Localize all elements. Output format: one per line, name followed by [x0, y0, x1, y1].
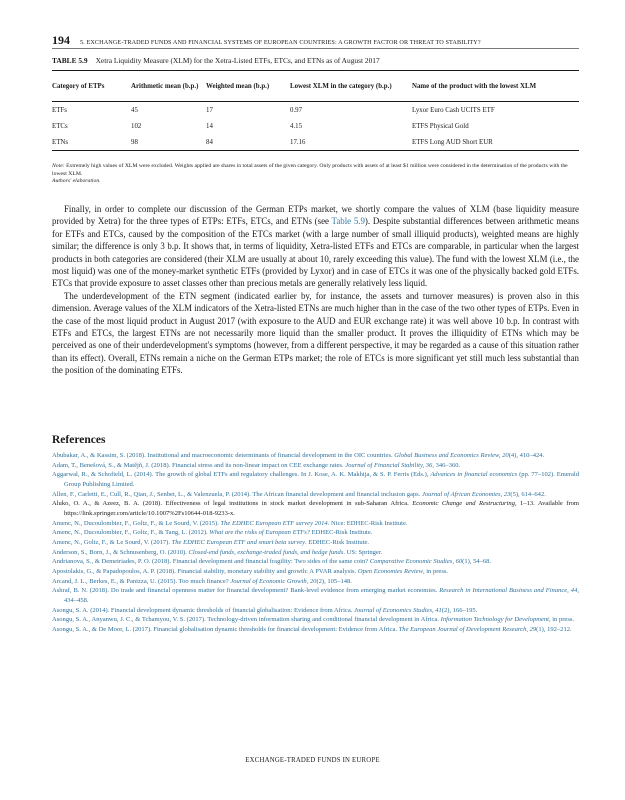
running-head-title: 5. EXCHANGE-TRADED FUNDS AND FINANCIAL SYSTEMS OF EUROPEAN COUNTRIES: A GROWTH FACTOR OR THREAT TO STABILITY?	[80, 39, 481, 46]
header-rule	[52, 48, 579, 49]
reference-item[interactable]: Amenc, N., Ducoulombier, F., Goltz, F., & Le Sourd, V. (2015). The EDHEC European ETF survey 2014. Nice: EDHEC-Risk Institute.	[52, 519, 408, 527]
reference-item[interactable]: Arcand, J. L., Berkes, E., & Panizza, U. (2015). Too much finance? Journal of Economic Growth, 20(2), 105–148.	[52, 577, 352, 585]
table-note	[52, 162, 579, 178]
table-row	[52, 134, 579, 150]
table-row	[52, 102, 579, 118]
reference-item[interactable]: Apostolakis, G., & Papadopoulos, A. P. (2018). Financial stability, monetary stability and growth: A PVAR analysis. Open Economies Review, in press.	[52, 567, 449, 575]
paragraph: The underdevelopment of the ETN segment (indicated earlier by, for instance, the assets and turnover measures) is proven also in this dimension. Average values of the XLM indicators of the Xetra-listed ETNs are much higher than in the case of the two other types of ETPs. Even in the case of the most liquid product in August 2017 (with exposure to the AUD and EUR exchange rate) it was well above 10 b.p. In contrast with ETFs and ETCs, the largest ETNs are not necessarily more liquid than the smaller product. It proves the illiquidity of ETNs which may be perceived as one of their underdevelopment's symptoms (however, from a different perspective, it may be regarded as a cause of this situation rather than its effect). Overall, ETNs remain a niche on the German ETPs market; the role of ETCs is more significant yet still much less substantial than the position of the dominating ETFs.	[52, 290, 579, 376]
reference-item[interactable]: Asongu, S. A., Anyanwu, J. C., & Tchamyou, V. S. (2017). Technology-driven information sharing and conditional financial development in Africa. Information Technology for Development, in press.	[52, 616, 575, 624]
table-title: Xetra Liquidity Measure (XLM) for the Xetra-Listed ETFs, ETCs, and ETNs as of August 2017	[95, 56, 380, 65]
table-number: TABLE 5.9	[52, 56, 88, 65]
table-source: Authors' elaboration.	[52, 178, 101, 184]
reference-item[interactable]: Adam, T., Benešová, S., & Matějň, J. (2018). Financial stress and its non-linear impact on CEE exchange rates. Journal of Financial Stability, 36, 346–360.	[52, 461, 461, 469]
column-header: Lowest XLM in the category (b.p.)	[290, 82, 392, 90]
xlm-table	[52, 70, 579, 151]
table-cell: 17	[206, 106, 213, 114]
reference-item[interactable]: Anderson, S., Born, J., & Schnusenberg, O. (2010). Closed-end funds, exchange-traded funds, and hedge funds. US: Springer.	[52, 548, 383, 556]
page-number: 194	[52, 33, 70, 47]
table-cell: ETNs	[52, 138, 69, 146]
references-heading: References	[52, 434, 106, 446]
column-header: Name of the product with the lowest XLM	[412, 82, 537, 90]
table-cross-reference-link[interactable]: Table 5.9	[331, 216, 365, 227]
table-cell: 84	[206, 138, 213, 146]
table-cell: 14	[206, 122, 213, 130]
reference-item[interactable]: Asongu, S. A., & De Moor, L. (2017). Financial globalisation dynamic thresholds for financial development: Evidence from Africa. The European Journal of Development Research, 29(1), 192–212.	[52, 625, 572, 633]
reference-item[interactable]: Asongu, S. A. (2014). Financial development dynamic thresholds of financial globalisation: Evidence from Africa. Journal of Economics Studies, 41(2), 166–195.	[52, 606, 478, 614]
table-caption	[52, 56, 380, 65]
table-cell: 4.15	[290, 122, 303, 130]
paragraph-text: Finally, in order to complete our discussion of the German ETPs market, we shortly compare the values of XLM (base liquidity measure provided by Xetra) for the three types of ETPs: ETFs, ETCs, and ETNs (see	[52, 204, 579, 227]
paragraph-text: ). Despite substantial differences between arithmetic means for ETFs and ETCs, caused by the composition of the ETCs market (with a large number of small illiquid products), weighted means are highly similar; the difference is only 3 b.p. It shows that, in terms of liquidity, Xetra-listed ETFs and ETCs are comparable, in particular when the largest products in both categories are considered (their XLM are usually at about 10, rarely exceeding this value). The fund with the lowest XLM (i.e., the most liquid) was one of the money-market synthetic ETFs (provided by Lyxor) and in case of ETCs it was one of the physically backed gold ETFs. ETCs that provide exposure to asset classes other than precious metals are generally relatively less liquid.	[52, 216, 579, 289]
table-cell: 0.97	[290, 106, 303, 114]
reference-item[interactable]: Abubakar, A., & Kassim, S. (2018). Institutional and macroeconomic determinants of financial development in the OIC countries. Global Business and Economics Review, 20(4), 410–424.	[52, 452, 545, 459]
column-header: Weighted mean (b.p.)	[206, 82, 270, 90]
reference-item[interactable]: Amenc, N., Goltz, F., & Le Sourd, V. (2017). The EDHEC European ETF and smart beta survey. EDHEC-Risk Institute.	[52, 538, 370, 546]
reference-item[interactable]: Amenc, N., Ducoulombier, F., Goltz, F., & Tang, L. (2012). What are the risks of European ETFs? EDHEC-Risk Institute.	[52, 529, 373, 537]
reference-item[interactable]: Ashraf, B. N. (2018). Do trade and financial openness matter for financial development? Bank-level evidence from emerging market economies. Research in International Business and Finance, 44, 434–458.	[52, 587, 579, 604]
table-cell: Lyxor Euro Cash UCITS ETF	[412, 106, 495, 114]
table-rule-bottom	[52, 150, 579, 151]
running-header	[52, 33, 582, 48]
table-cell: ETFS Long AUD Short EUR	[412, 138, 493, 146]
table-cell: 102	[131, 122, 142, 130]
table-cell: 45	[131, 106, 138, 114]
reference-item[interactable]: Aggarwal, R., & Schofield, L. (2014). The growth of global ETFs and regulatory challenges. In J. Kose, A. K. Makhija, & S. P. Ferris (Eds.), Advances in financial economics (pp. 77–102). Emerald Group Publishing Limited.	[52, 471, 579, 488]
table-cell: 17.16	[290, 138, 306, 146]
table-row	[52, 118, 579, 134]
reference-item: Aluko, O. A., & Azeez, B. A. (2018). Effectiveness of legal institutions in stock market development in sub-Saharan Africa. Economic Change and Restructuring, 1–13. Available from https://link.springer.com/article/10.1007%2Fs10644-018-9233-x.	[52, 500, 580, 517]
reference-item[interactable]: Andrianova, S., & Demetriades, P. O. (2018). Financial development and financial fragility: Two sides of the same coin? Comparative Economic Studies, 60(1), 54–68.	[52, 558, 492, 566]
reference-item[interactable]: Allen, F., Carletti, E., Cull, R., Qian, J., Senbet, L., & Valenzuela, P. (2014). The African financial development and financial inclusion gaps. Journal of African Economies, 23(5), 614–642.	[52, 490, 546, 498]
table-cell: ETFS Physical Gold	[412, 122, 469, 130]
table-header-row	[52, 71, 579, 101]
table-cell: ETCs	[52, 122, 68, 130]
column-header: Category of ETPs	[52, 82, 105, 90]
table-cell: 98	[131, 138, 138, 146]
table-cell: ETFs	[52, 106, 67, 114]
table-note-text: Extremely high values of XLM were excluded. Weights applied are shares in total assets of the given category. Only products with assets of at least $1 million were considered in the determination of the products with the lowest XLM.	[52, 163, 568, 177]
column-header: Arithmetic mean (b.p.)	[131, 82, 199, 90]
paragraph	[52, 203, 579, 290]
table-note-label: Note:	[52, 163, 65, 169]
references-list	[52, 451, 579, 634]
footer-book-title: EXCHANGE-TRADED FUNDS IN EUROPE	[245, 757, 380, 764]
body-text	[52, 203, 579, 377]
